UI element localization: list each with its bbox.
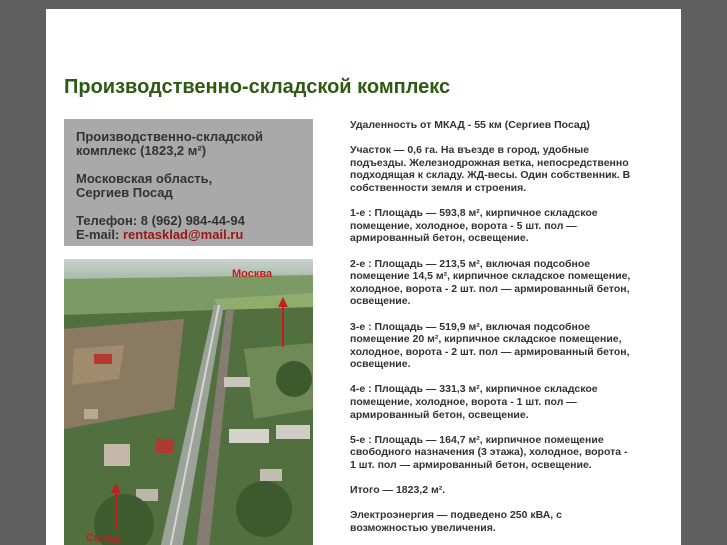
details-column (350, 119, 632, 545)
power-text: Электроэнергия — подведено 250 кВА, с возможностью увеличения. (350, 509, 562, 534)
location-line-2: Сергиев Посад (76, 185, 173, 200)
info-box (64, 119, 313, 246)
email-label: E-mail: (76, 227, 120, 242)
aerial-photo-image (64, 259, 313, 545)
area-5-text: 5-е : Площадь — 164,7 м², кирпичное помещение свободного назначения (3 этажа), холодное, ворота - 1 шт. пол — армированный бетон, освещение. (350, 433, 628, 472)
email-link[interactable]: rentasklad@mail.ru (122, 227, 244, 242)
object-line-2: комплекс (1823,2 м²) (76, 143, 207, 158)
aerial-photo (64, 259, 313, 545)
page-title: Производственно-складской комплекс (64, 76, 451, 98)
area-3-text: 3-е : Площадь — 519,9 м², включая подсобное помещение 20 м², кирпичное складское помещение, холодное, ворота - 2 шт. пол — армированный бетон, освещение. (350, 320, 630, 371)
contacts (76, 214, 301, 242)
label-moscow: Москва (232, 268, 273, 280)
page-content (46, 9, 681, 545)
area-1-text: 1-е : Площадь — 593,8 м², кирпичное складское помещение, холодное, ворота - 5 шт. пол — армированный бетон, освещение. (350, 207, 598, 245)
area-2-text: 2-е : Площадь — 213,5 м², включая подсобное помещение 14,5 м², кирпичное складское помещение, холодное, ворота - 2 шт. пол — армированный бетон, освещение. (350, 257, 631, 308)
area-4-text: 4-е : Площадь — 331,3 м², кирпичное складское помещение, холодное, ворота - 1 шт. пол — армированный бетон, освещение. (350, 383, 598, 421)
object-line-1: Производственно-складской (76, 129, 263, 144)
distance-text: Удаленность от МКАД - 55 км (Сергиев Посад) (350, 119, 590, 131)
location (76, 172, 301, 200)
total-area-text: Итого — 1823,2 м². (350, 484, 446, 497)
phone-text: Телефон: 8 (962) 984-44-94 (76, 213, 245, 228)
plot-text: Участок — 0,6 га. На въезде в город, удобные подъезды. Железнодрожная ветка, непосредственно подходящая к складу. ЖД-весы. Один собственник. В собственности земля и строения. (350, 144, 631, 194)
location-line-1: Московская область, (76, 171, 213, 186)
label-warehouse: Склад (86, 532, 120, 544)
object-description (76, 130, 301, 158)
